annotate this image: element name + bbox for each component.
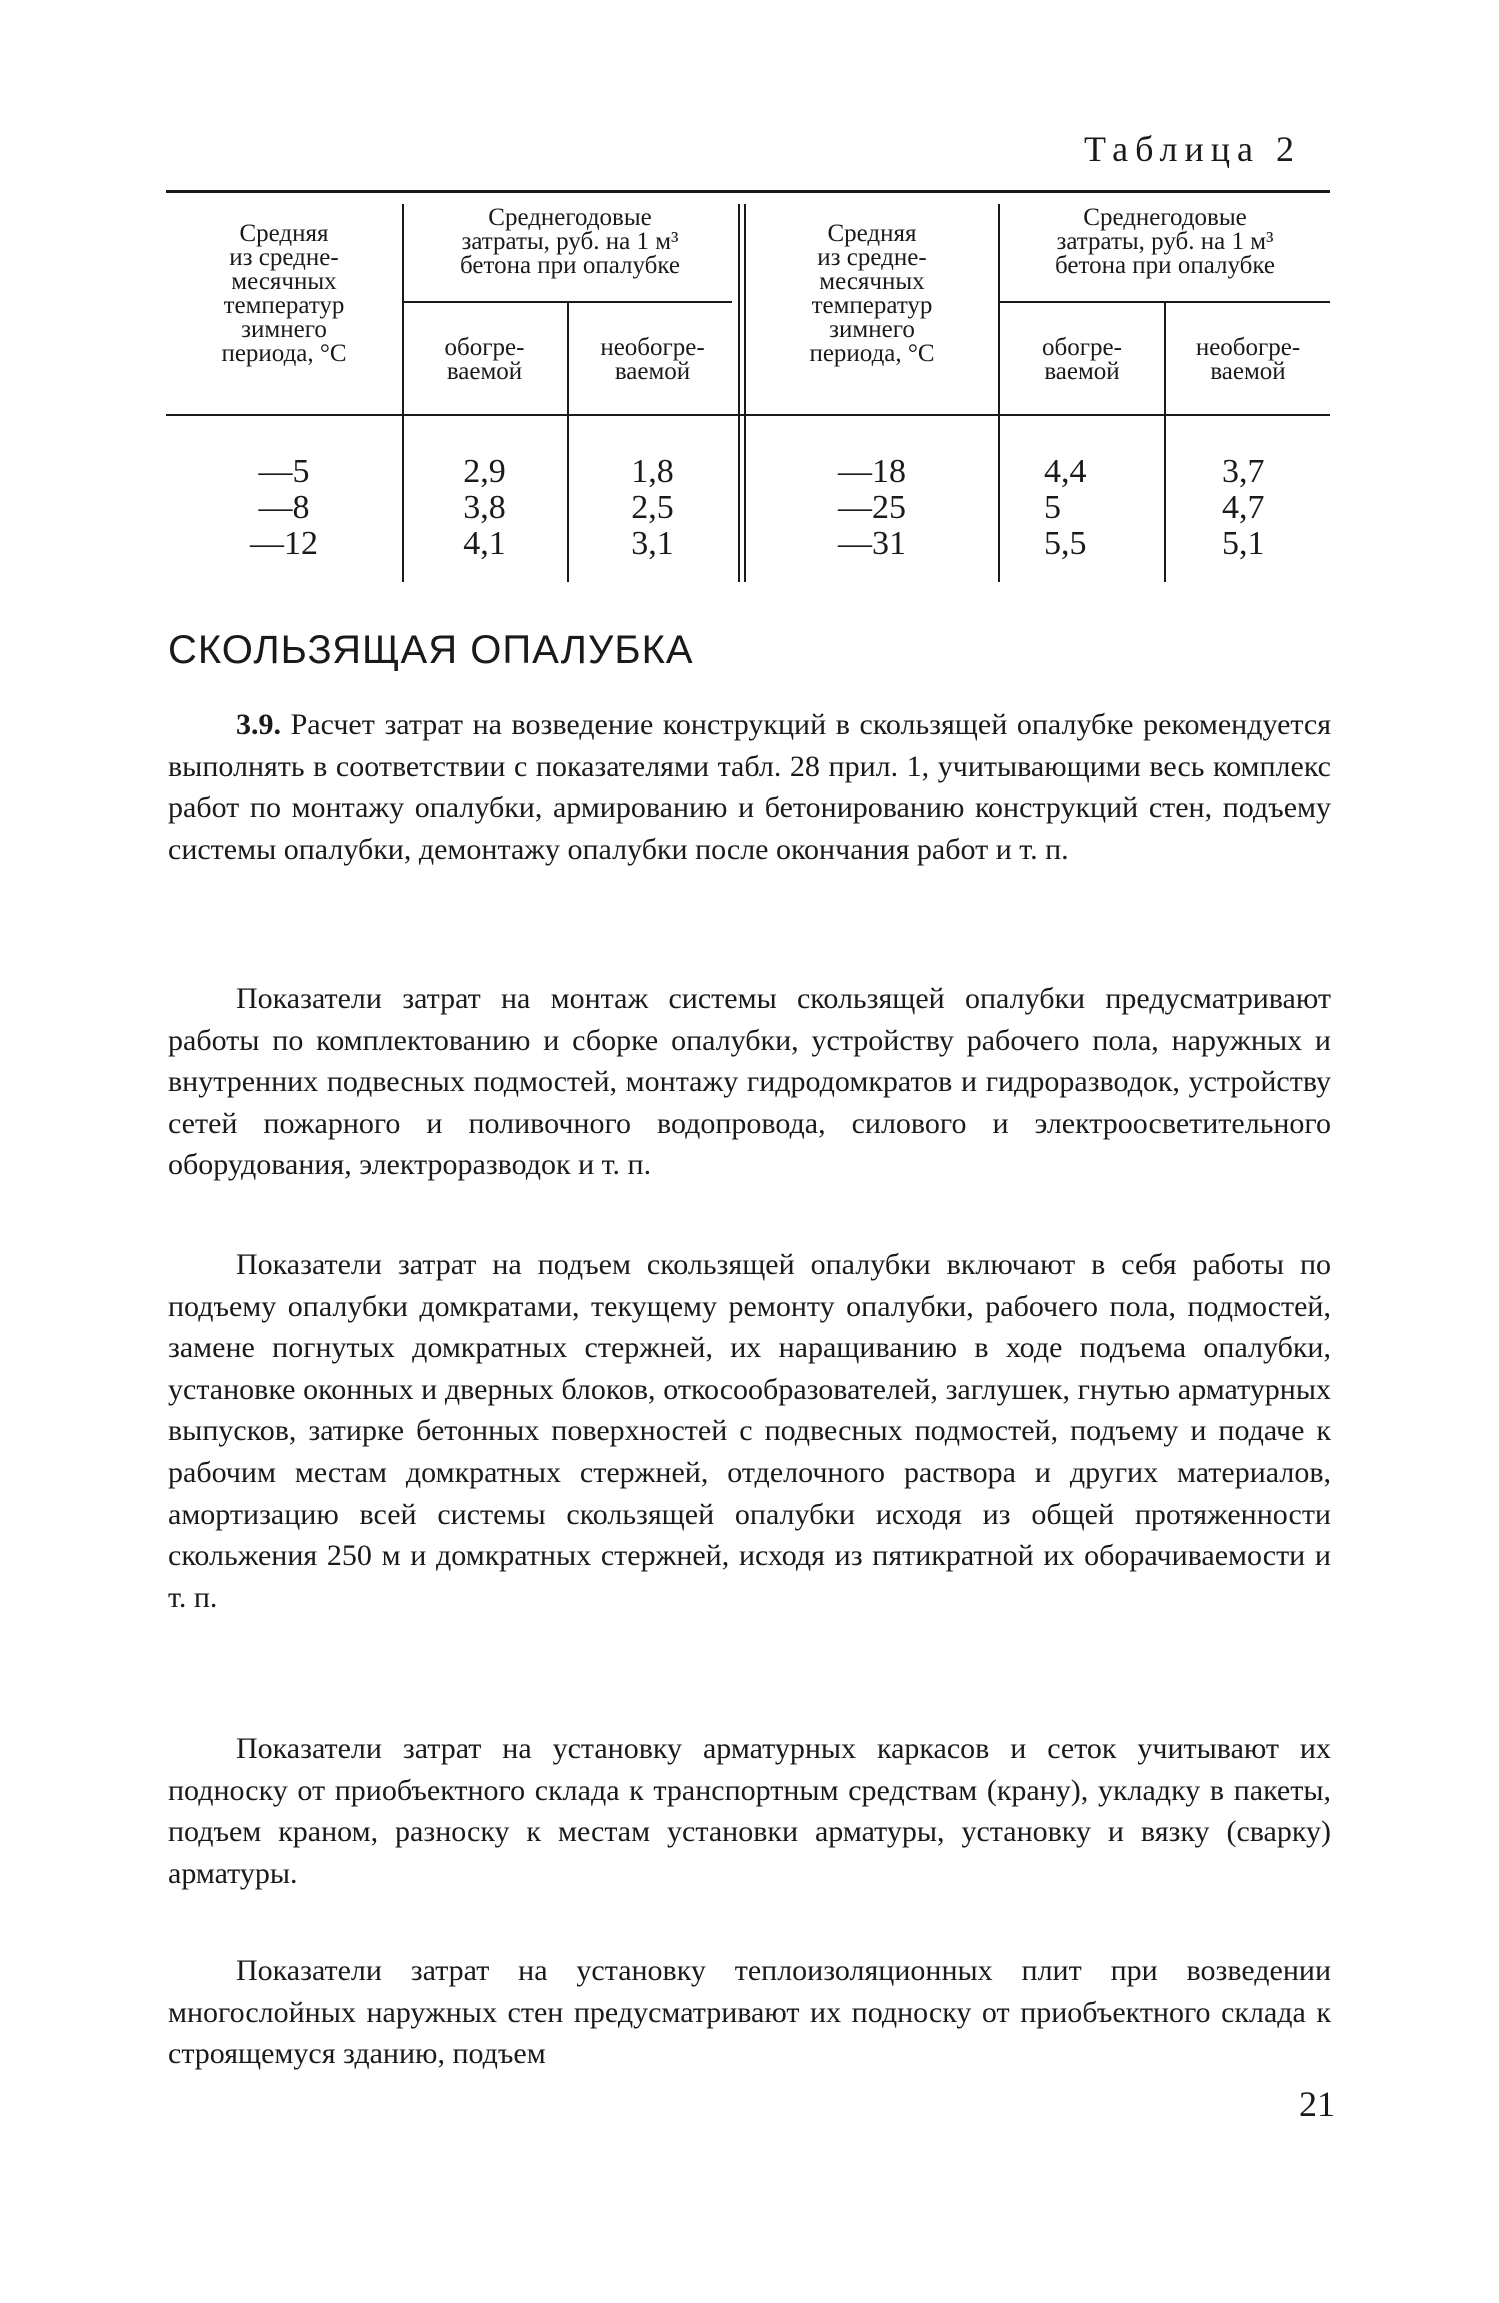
header-temp-right: Средняя из средне- месячных температур зимнего периода, °С [809,220,935,367]
table-cell: 4,4 [1044,453,1087,490]
paragraph-3: Показатели затрат на подъем скользящей опалубки включают в себя работы по подъему опалубки домкратами, текущему ремонту опалубки, рабочего пола, подмостей, замене погнутых домкратных стержней, их наращиванию в ходе подъема опалубки, установке оконных и дверных блоков, откосообразователей, заглушек, гнутью арматурных выпусков, затирке бетонных поверхностей с подвесных подмостей, подъему и подаче к рабочим местам домкратных стержней, отделочного раствора и других материалов, амортизацию всей системы скользящей опалубки исходя из общей протяженности скольжения 250 м и домкратных стержней, исходя из пятикратной их оборачиваемости и т. п. [168,1248,1331,1614]
table-header-rule [166,414,1330,416]
table-cell: 1,8 [631,453,674,490]
col-heated-right [1044,454,1164,562]
table-cell: —5 [258,453,310,490]
table-cell: 3,1 [631,525,674,562]
paragraph-5: Показатели затрат на установку теплоизоляционных плит при возведении многослойных наружных стен предусматривают их подноску от приобъектного склада к строящемуся зданию, подъем [168,1954,1331,2071]
table-cell: 3,7 [1222,453,1265,490]
table-cell: 5,5 [1044,525,1087,562]
header-heated-right: обогре- ваемой [1042,334,1122,385]
page-number: 21 [1299,2084,1335,2124]
cost-table [166,190,1330,582]
table-top-rule [166,190,1330,193]
col-heated-left [402,454,567,562]
col-unheated-left [567,454,738,562]
vline-3a [738,204,740,582]
paragraph-1: 3.9. Расчет затрат на возведение конструкций в скользящей опалубке рекомендуется выполнять в соответствии с показателями табл. 28 прил. 1, учитывающими весь комплекс работ по монтажу опалубки, армированию и бетонированию конструкций стен, подъему системы опалубки, демонтажу опалубки после окончания работ и т. п. [168,708,1331,866]
table-cell: 5 [1044,489,1061,526]
table-cell: —12 [250,525,318,562]
paragraph-2: Показатели затрат на монтаж системы скользящей опалубки предусматривают работы по комплектованию и сборке опалубки, устройству рабочего пола, наружных и внутренних подвесных подмостей, монтажу гидродомкратов и гидроразводок, устройству сетей пожарного и поливочного водопровода, силового и электроосветительного оборудования, электроразводок и т. п. [168,982,1331,1182]
table-cell: 2,9 [463,453,506,490]
table-cell: —25 [838,489,906,526]
table-cell: 4,7 [1222,489,1265,526]
table-cell: 3,8 [463,489,506,526]
col-temp-left [166,454,402,562]
col-unheated-right [1222,454,1330,562]
header-costs-left: Среднегодовые затраты, руб. на 1 м³ бетона при опалубке [460,204,680,279]
header-temp-left: Средняя из средне- месячных температур зимнего периода, °С [221,220,347,367]
table-cell: —8 [258,489,310,526]
header-heated-left: обогре- ваемой [444,334,525,385]
section-title: СКОЛЬЗЯЩАЯ ОПАЛУБКА [168,628,694,672]
table-cell: 4,1 [463,525,506,562]
header-unheated-right: необогре- ваемой [1195,334,1301,385]
table-cell: 2,5 [631,489,674,526]
table-cell: —31 [838,525,906,562]
paragraph-4: Показатели затрат на установку арматурных каркасов и сеток учитывают их подноску от приобъектного склада к транспортным средствам (крану), укладку в пакеты, подъем краном, разноску к местам установки арматуры, установку и вязку (сварку) арматуры. [168,1732,1331,1890]
table-cell: 5,1 [1222,525,1265,562]
col-temp-right [746,454,998,562]
header-unheated-left: необогре- ваемой [600,334,705,385]
header-costs-right: Среднегодовые затраты, руб. на 1 м³ бетона при опалубке [1055,204,1275,279]
table-cell: —18 [838,453,906,490]
table-caption: Таблица 2 [1084,129,1301,169]
